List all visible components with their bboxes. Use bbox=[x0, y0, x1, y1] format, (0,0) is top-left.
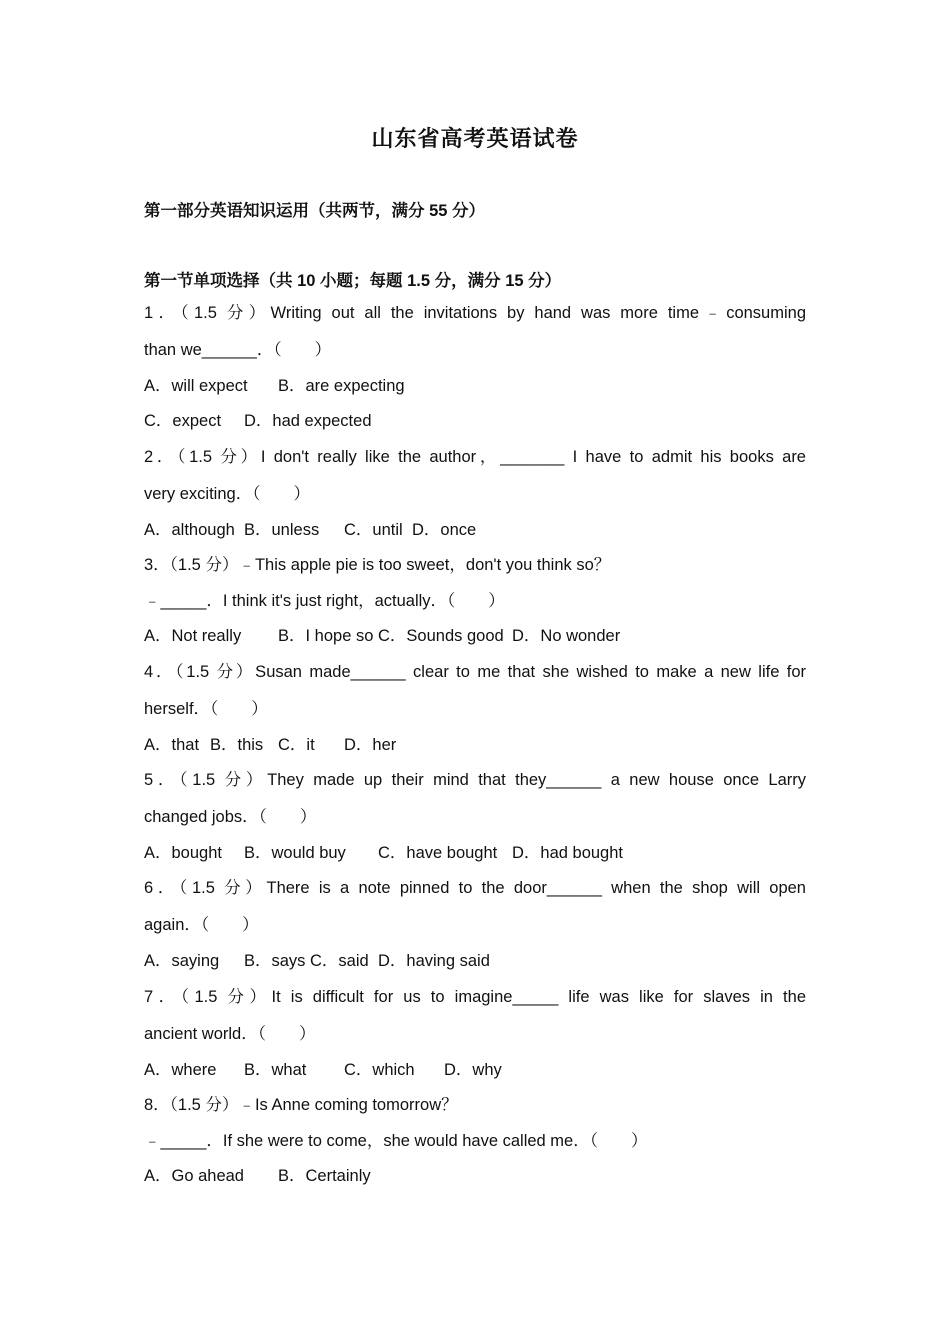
question-4-line-2: herself．（ ） bbox=[144, 700, 268, 718]
option-c: C．expect bbox=[144, 412, 222, 430]
question-1-line-2: than we______．（ ） bbox=[144, 341, 332, 359]
question-8-line-1: 8．（1.5 分）﹣Is Anne coming tomorrow？ bbox=[144, 1096, 458, 1114]
option-a: A．bought bbox=[144, 844, 222, 862]
question-2-options bbox=[144, 518, 806, 542]
question-5-line-2: changed jobs．（ ） bbox=[144, 808, 317, 826]
question-1-line-1: 1．（1.5 分）Writing out all the invitations by hand was more time﹣consuming bbox=[144, 304, 806, 322]
option-b: B．I hope so bbox=[278, 627, 374, 645]
question-2-line-1: 2．（1.5 分）I don't really like the author，_______ I have to admit his books are bbox=[144, 448, 806, 466]
option-b: B．would buy bbox=[244, 844, 346, 862]
option-a: A．Go ahead bbox=[144, 1167, 244, 1185]
question-6-line-2: again．（ ） bbox=[144, 916, 259, 934]
option-d: D．had expected bbox=[244, 412, 372, 430]
question-3-line-2: ﹣_____．I think it's just right，actually．（ ） bbox=[144, 592, 505, 610]
option-c: C．it bbox=[278, 736, 315, 754]
option-a: A．where bbox=[144, 1061, 217, 1079]
option-d: D．having said bbox=[378, 952, 490, 970]
option-c: C．have bought bbox=[378, 844, 498, 862]
question-8-line-2: ﹣_____．If she were to come，she would have called me．（ ） bbox=[144, 1132, 648, 1150]
option-c: C．Sounds good bbox=[378, 627, 504, 645]
question-3-line-1: 3．（1.5 分）﹣This apple pie is too sweet，don't you think so？ bbox=[144, 556, 611, 574]
option-a: A．Not really bbox=[144, 627, 242, 645]
question-1-options-row-1 bbox=[144, 374, 806, 398]
question-6-line-1: 6．（1.5 分）There is a note pinned to the door______ when the shop will open bbox=[144, 879, 806, 897]
option-b: B．says bbox=[244, 952, 306, 970]
option-d: D．once bbox=[412, 521, 477, 539]
question-6-options bbox=[144, 949, 806, 973]
option-a: A．saying bbox=[144, 952, 220, 970]
question-2-line-2: very exciting．（ ） bbox=[144, 485, 310, 503]
option-c: C．said bbox=[310, 952, 369, 970]
question-4-line-1: 4．（1.5 分）Susan made______ clear to me that she wished to make a new life for bbox=[144, 663, 806, 681]
option-a: A．although bbox=[144, 521, 235, 539]
option-c: C．which bbox=[344, 1061, 415, 1079]
question-7-options bbox=[144, 1058, 806, 1082]
question-3-options bbox=[144, 624, 806, 648]
section-heading: 第一节单项选择（共 10 小题；每题 1.5 分，满分 15 分） bbox=[144, 272, 562, 290]
option-c: C．until bbox=[344, 521, 403, 539]
question-1-options-row-2 bbox=[144, 409, 806, 433]
option-d: D．No wonder bbox=[512, 627, 621, 645]
option-d: D．why bbox=[444, 1061, 502, 1079]
part-heading: 第一部分英语知识运用（共两节，满分 55 分） bbox=[144, 202, 486, 220]
question-7-line-1: 7．（1.5 分）It is difficult for us to imagine_____ life was like for slaves in the bbox=[144, 988, 806, 1006]
question-8-options bbox=[144, 1164, 806, 1188]
option-b: B．unless bbox=[244, 521, 320, 539]
option-a: A．will expect bbox=[144, 377, 248, 395]
option-b: B．Certainly bbox=[278, 1167, 371, 1185]
page-title: 山东省高考英语试卷 bbox=[371, 126, 579, 152]
question-7-line-2: ancient world．（ ） bbox=[144, 1025, 316, 1043]
question-5-line-1: 5．（1.5 分）They made up their mind that they______ a new house once Larry bbox=[144, 771, 806, 789]
option-b: B．what bbox=[244, 1061, 307, 1079]
option-b: B．this bbox=[210, 736, 264, 754]
option-b: B．are expecting bbox=[278, 377, 405, 395]
question-4-options bbox=[144, 733, 806, 757]
option-d: D．had bought bbox=[512, 844, 623, 862]
option-d: D．her bbox=[344, 736, 397, 754]
option-a: A．that bbox=[144, 736, 200, 754]
question-5-options bbox=[144, 841, 806, 865]
